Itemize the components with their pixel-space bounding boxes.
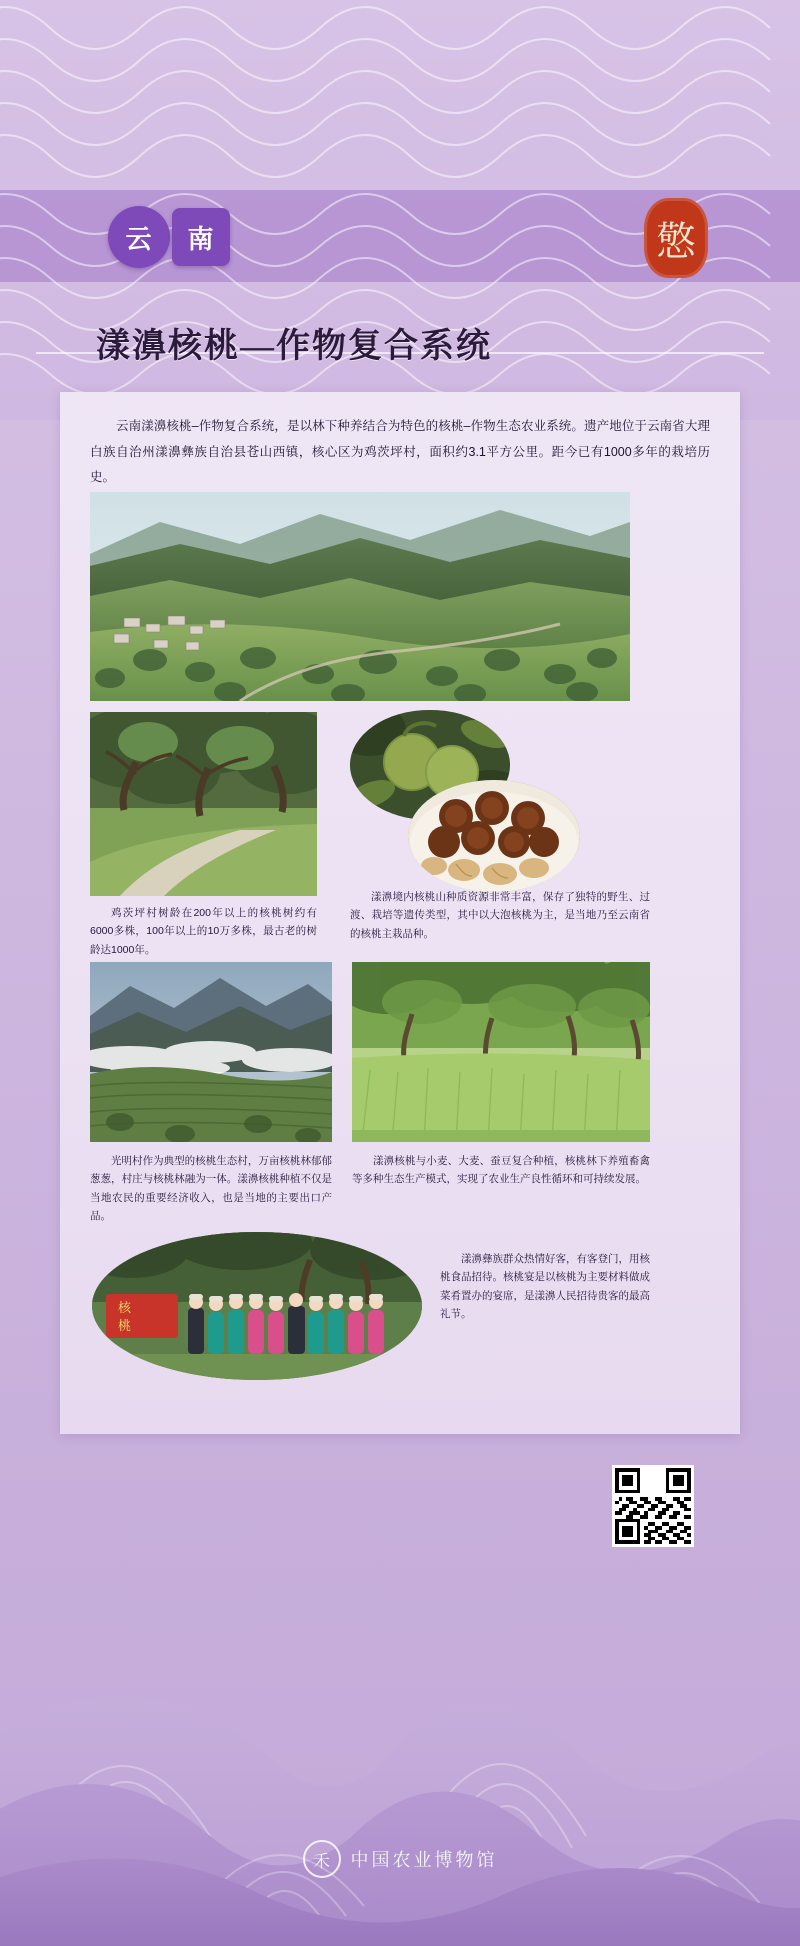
svg-text:核: 核 — [118, 1300, 132, 1315]
photo-aerial-village-orchard — [90, 492, 630, 701]
svg-text:桃: 桃 — [118, 1318, 132, 1333]
photo-ancient-walnut-trees — [90, 712, 317, 896]
page-title: 漾濞核桃—作物复合系统 — [96, 328, 492, 365]
dried-walnut-illustration — [408, 780, 580, 892]
museum-logo — [0, 1840, 800, 1878]
intro-paragraph: 云南漾濞核桃–作物复合系统，是以林下种养结合为特色的核桃–作物生态农业系统。遗产地位于云南省大理白族自治州漾濞彝族自治县苍山西镇，核心区为鸡茨坪村，面积约3.1平方公里。距今已有1000多年的栽培历史。 — [90, 419, 710, 485]
qr-code[interactable] — [612, 1465, 694, 1547]
caption-intercropping: 漾濞核桃与小麦、大麦、蚕豆复合种植，核桃林下养殖畜禽等多种生态生产模式，实现了农业生产良性循环和可持续发展。 — [352, 1155, 650, 1186]
museum-logo-icon: 禾 — [303, 1840, 341, 1878]
qr-code-grid — [615, 1468, 691, 1544]
understory-crops-illustration — [352, 962, 650, 1142]
museum-logo-text: 中国农业博物馆 — [350, 1850, 498, 1870]
photo-dried-walnut-plate — [408, 780, 580, 892]
caption-ancient-trees: 鸡茨坪村树龄在200年以上的核桃树约有6000多株，100年以上的10万多株，最古老的树龄达1000年。 — [90, 907, 317, 956]
content-card — [60, 392, 740, 1434]
yi-welcome-illustration — [92, 1232, 422, 1380]
badge-nan: 南 — [172, 208, 230, 266]
mountain-decoration — [0, 1506, 800, 1946]
photo-understory-crops — [352, 962, 650, 1142]
mountain-svg — [0, 1506, 800, 1946]
photo-yi-people-welcome — [92, 1232, 422, 1380]
caption-guangming-village: 光明村作为典型的核桃生态村，万亩核桃林郁郁葱葱，村庄与核桃林融为一体。漾濞核桃种植不仅是当地农民的重要经济收入，也是当地的主要出口产品。 — [90, 1155, 332, 1223]
photo-mountain-cloud-village — [90, 962, 332, 1142]
cloud-village-illustration — [90, 962, 332, 1142]
badge-yun: 云 — [108, 206, 170, 268]
caption-walnut-banquet: 漾濞彝族群众热情好客，有客登门，用核桃食品招待。核桃宴是以核桃为主要材料做成菜肴置办的宴席，是漾濞人民招待贵客的最高礼节。 — [440, 1253, 650, 1321]
province-badge-group — [108, 206, 230, 268]
aerial-illustration — [90, 492, 630, 701]
caption-walnut-germplasm: 漾濞境内核桃山种质资源非常丰富，保存了独特的野生、过渡、栽培等遗传类型，其中以大泡核桃为主，是当地乃至云南省的核桃主栽品种。 — [350, 891, 650, 940]
red-seal-icon: 憼 — [644, 198, 708, 278]
ancient-trees-illustration — [90, 712, 317, 896]
